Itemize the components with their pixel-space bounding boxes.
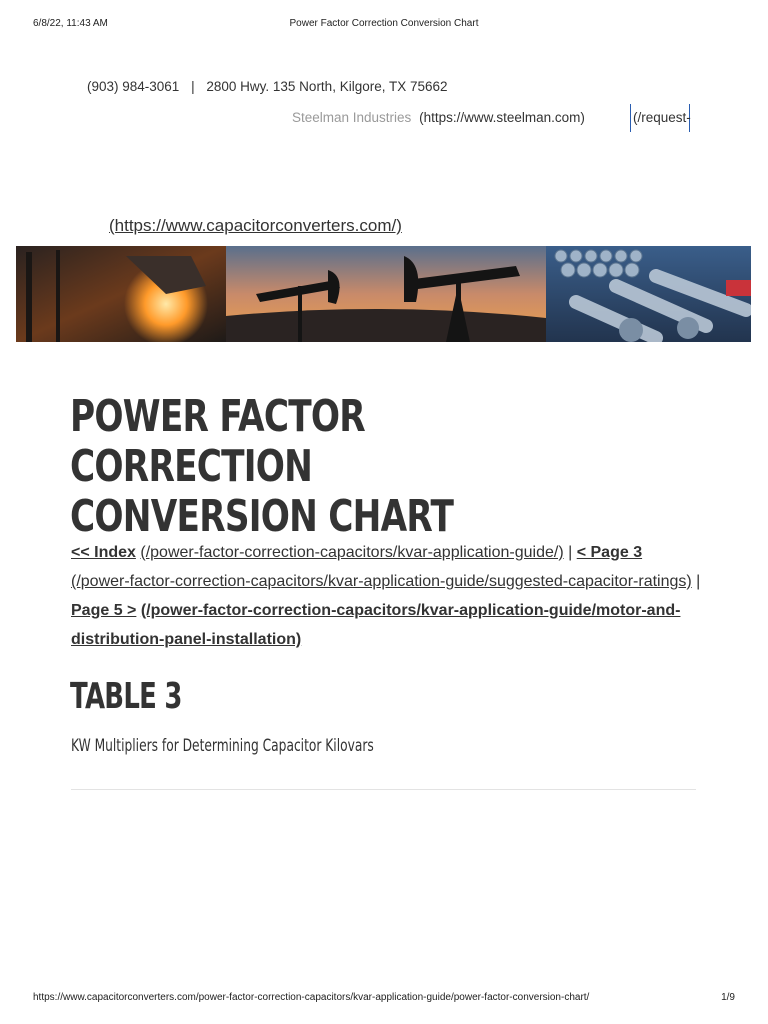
contact-separator: | — [191, 79, 195, 94]
company-line — [292, 110, 585, 125]
company-name-link[interactable]: Steelman Industries — [292, 110, 412, 125]
index-url[interactable]: (/power-factor-correction-capacitors/kvar-application-guide/) — [140, 544, 564, 561]
page-navigation — [71, 538, 701, 654]
next-page-url[interactable]: (/power-factor-correction-capacitors/kvar-application-guide/motor-and-distribution-panel-installation) — [71, 602, 681, 648]
prev-page-url[interactable]: (/power-factor-correction-capacitors/kvar-application-guide/suggested-capacitor-ratings) — [71, 573, 692, 590]
page-title: POWER FACTOR CORRECTION CONVERSION CHART — [70, 391, 454, 542]
print-page-count: 1/9 — [721, 992, 735, 1003]
print-datetime: 6/8/22, 11:43 AM — [33, 18, 108, 29]
phone-number[interactable]: (903) 984-3061 — [87, 79, 180, 94]
request-link[interactable]: (/request- — [630, 104, 690, 132]
company-url: (https://www.steelman.com) — [419, 110, 585, 125]
address: 2800 Hwy. 135 North, Kilgore, TX 75662 — [206, 79, 448, 94]
table-subtitle: KW Multipliers for Determining Capacitor Kilovars — [71, 736, 374, 756]
contact-bar — [87, 79, 448, 94]
next-page-link[interactable]: Page 5 > — [71, 602, 137, 619]
print-page-title: Power Factor Correction Conversion Chart — [289, 18, 479, 29]
print-footer-url: https://www.capacitorconverters.com/power-factor-correction-capacitors/kvar-application-guide/power-factor-conversion-chart/ — [33, 992, 590, 1003]
index-link[interactable]: << Index — [71, 544, 136, 561]
banner-image — [16, 246, 751, 342]
nav-separator: | — [568, 544, 573, 561]
home-link[interactable]: (https://www.capacitorconverters.com/) — [109, 216, 402, 235]
nav-separator-2: | — [696, 573, 701, 590]
prev-page-link[interactable]: < Page 3 — [576, 544, 643, 561]
table-title: TABLE 3 — [70, 676, 182, 717]
divider — [71, 789, 696, 790]
